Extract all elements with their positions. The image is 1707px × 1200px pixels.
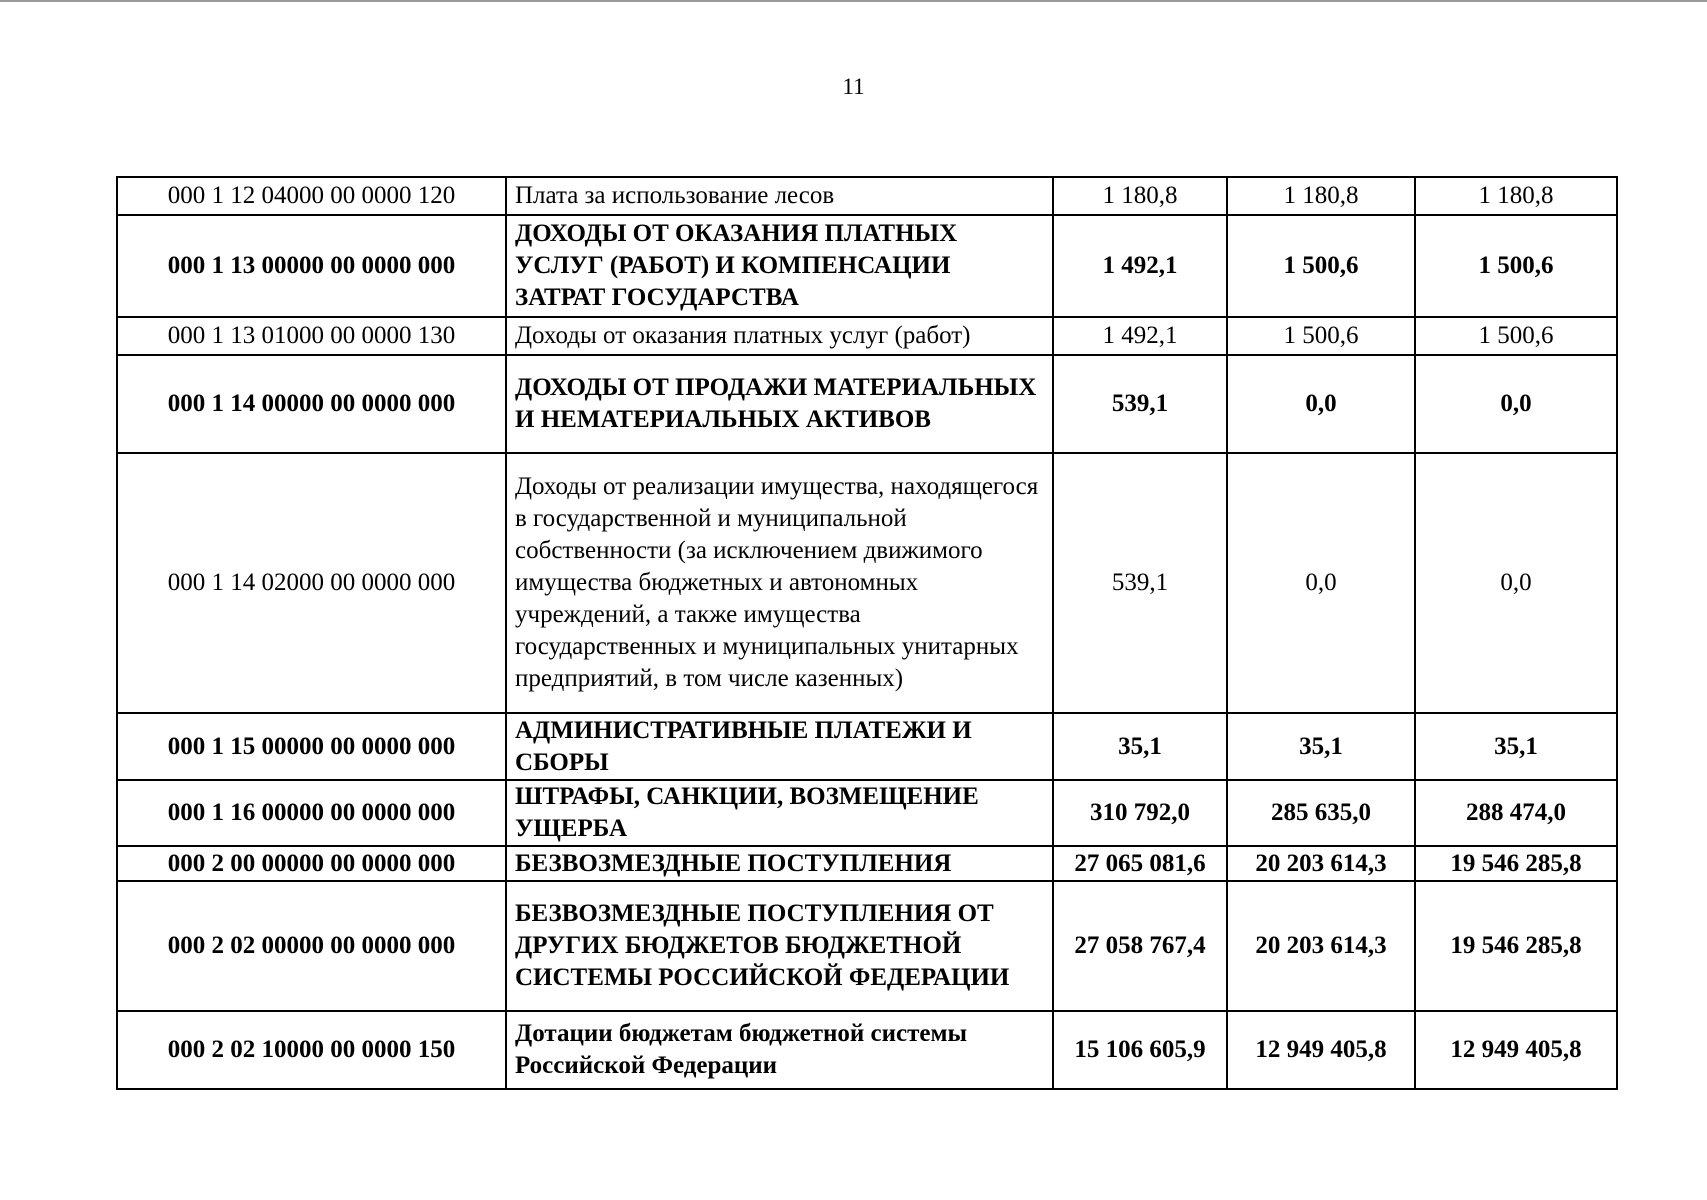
amount-year1-cell: 1 492,1 xyxy=(1053,215,1227,317)
budget-code-cell: 000 1 15 00000 00 0000 000 xyxy=(117,713,506,780)
amount-year1-cell: 1 180,8 xyxy=(1053,177,1227,215)
amount-year3-cell: 0,0 xyxy=(1415,355,1617,453)
budget-code-cell: 000 2 02 00000 00 0000 000 xyxy=(117,881,506,1011)
amount-year2-cell: 12 949 405,8 xyxy=(1227,1011,1415,1089)
amount-year3-cell: 35,1 xyxy=(1415,713,1617,780)
amount-year2-cell: 1 500,6 xyxy=(1227,215,1415,317)
amount-year2-cell: 35,1 xyxy=(1227,713,1415,780)
budget-code-cell: 000 2 00 00000 00 0000 000 xyxy=(117,846,506,881)
amount-year3-cell: 0,0 xyxy=(1415,453,1617,713)
budget-code-cell: 000 1 16 00000 00 0000 000 xyxy=(117,780,506,846)
amount-year1-cell: 27 065 081,6 xyxy=(1053,846,1227,881)
amount-year3-cell: 19 546 285,8 xyxy=(1415,881,1617,1011)
revenue-name-cell: ШТРАФЫ, САНКЦИИ, ВОЗМЕЩЕНИЕ УЩЕРБА xyxy=(506,780,1053,846)
revenue-name-cell: ДОХОДЫ ОТ ОКАЗАНИЯ ПЛАТНЫХ УСЛУГ (РАБОТ) И КОМПЕНСАЦИИ ЗАТРАТ ГОСУДАРСТВА xyxy=(506,215,1053,317)
table-row xyxy=(117,1011,1617,1089)
amount-year3-cell: 288 474,0 xyxy=(1415,780,1617,846)
table-row xyxy=(117,177,1617,215)
amount-year1-cell: 310 792,0 xyxy=(1053,780,1227,846)
amount-year1-cell: 15 106 605,9 xyxy=(1053,1011,1227,1089)
amount-year3-cell: 12 949 405,8 xyxy=(1415,1011,1617,1089)
revenue-name-cell: ДОХОДЫ ОТ ПРОДАЖИ МАТЕРИАЛЬНЫХ И НЕМАТЕРИАЛЬНЫХ АКТИВОВ xyxy=(506,355,1053,453)
budget-code-cell: 000 1 14 00000 00 0000 000 xyxy=(117,355,506,453)
table-row xyxy=(117,215,1617,317)
amount-year3-cell: 1 180,8 xyxy=(1415,177,1617,215)
table-row xyxy=(117,317,1617,355)
revenue-name-cell: БЕЗВОЗМЕЗДНЫЕ ПОСТУПЛЕНИЯ xyxy=(506,846,1053,881)
table-row xyxy=(117,453,1617,713)
amount-year1-cell: 539,1 xyxy=(1053,355,1227,453)
amount-year2-cell: 0,0 xyxy=(1227,453,1415,713)
amount-year2-cell: 20 203 614,3 xyxy=(1227,846,1415,881)
table-row xyxy=(117,846,1617,881)
revenue-name-cell: АДМИНИСТРАТИВНЫЕ ПЛАТЕЖИ И СБОРЫ xyxy=(506,713,1053,780)
amount-year1-cell: 35,1 xyxy=(1053,713,1227,780)
amount-year2-cell: 0,0 xyxy=(1227,355,1415,453)
table-row xyxy=(117,780,1617,846)
revenue-name-cell: Доходы от оказания платных услуг (работ) xyxy=(506,317,1053,355)
budget-code-cell: 000 1 14 02000 00 0000 000 xyxy=(117,453,506,713)
amount-year3-cell: 19 546 285,8 xyxy=(1415,846,1617,881)
page-number: 11 xyxy=(842,74,865,99)
amount-year2-cell: 1 180,8 xyxy=(1227,177,1415,215)
table-row xyxy=(117,713,1617,780)
budget-code-cell: 000 1 13 01000 00 0000 130 xyxy=(117,317,506,355)
revenue-name-cell: БЕЗВОЗМЕЗДНЫЕ ПОСТУПЛЕНИЯ ОТ ДРУГИХ БЮДЖЕТОВ БЮДЖЕТНОЙ СИСТЕМЫ РОССИЙСКОЙ ФЕДЕРАЦИИ xyxy=(506,881,1053,1011)
amount-year2-cell: 285 635,0 xyxy=(1227,780,1415,846)
table-row xyxy=(117,355,1617,453)
table-row xyxy=(117,881,1617,1011)
revenue-name-cell: Доходы от реализации имущества, находящегося в государственной и муниципальной собственности (за исключением движимого имущества бюджетных и автономных учреждений, а также имущества государственных и муниципальных унитарных предприятий, в том числе казенных) xyxy=(506,453,1053,713)
revenue-name-cell: Дотации бюджетам бюджетной системы Российской Федерации xyxy=(506,1011,1053,1089)
amount-year2-cell: 1 500,6 xyxy=(1227,317,1415,355)
amount-year3-cell: 1 500,6 xyxy=(1415,215,1617,317)
amount-year2-cell: 20 203 614,3 xyxy=(1227,881,1415,1011)
amount-year1-cell: 539,1 xyxy=(1053,453,1227,713)
scan-top-border xyxy=(0,0,1707,2)
budget-code-cell: 000 1 13 00000 00 0000 000 xyxy=(117,215,506,317)
budget-revenue-table xyxy=(116,176,1618,1090)
budget-code-cell: 000 1 12 04000 00 0000 120 xyxy=(117,177,506,215)
amount-year1-cell: 27 058 767,4 xyxy=(1053,881,1227,1011)
revenue-name-cell: Плата за использование лесов xyxy=(506,177,1053,215)
amount-year1-cell: 1 492,1 xyxy=(1053,317,1227,355)
budget-code-cell: 000 2 02 10000 00 0000 150 xyxy=(117,1011,506,1089)
amount-year3-cell: 1 500,6 xyxy=(1415,317,1617,355)
